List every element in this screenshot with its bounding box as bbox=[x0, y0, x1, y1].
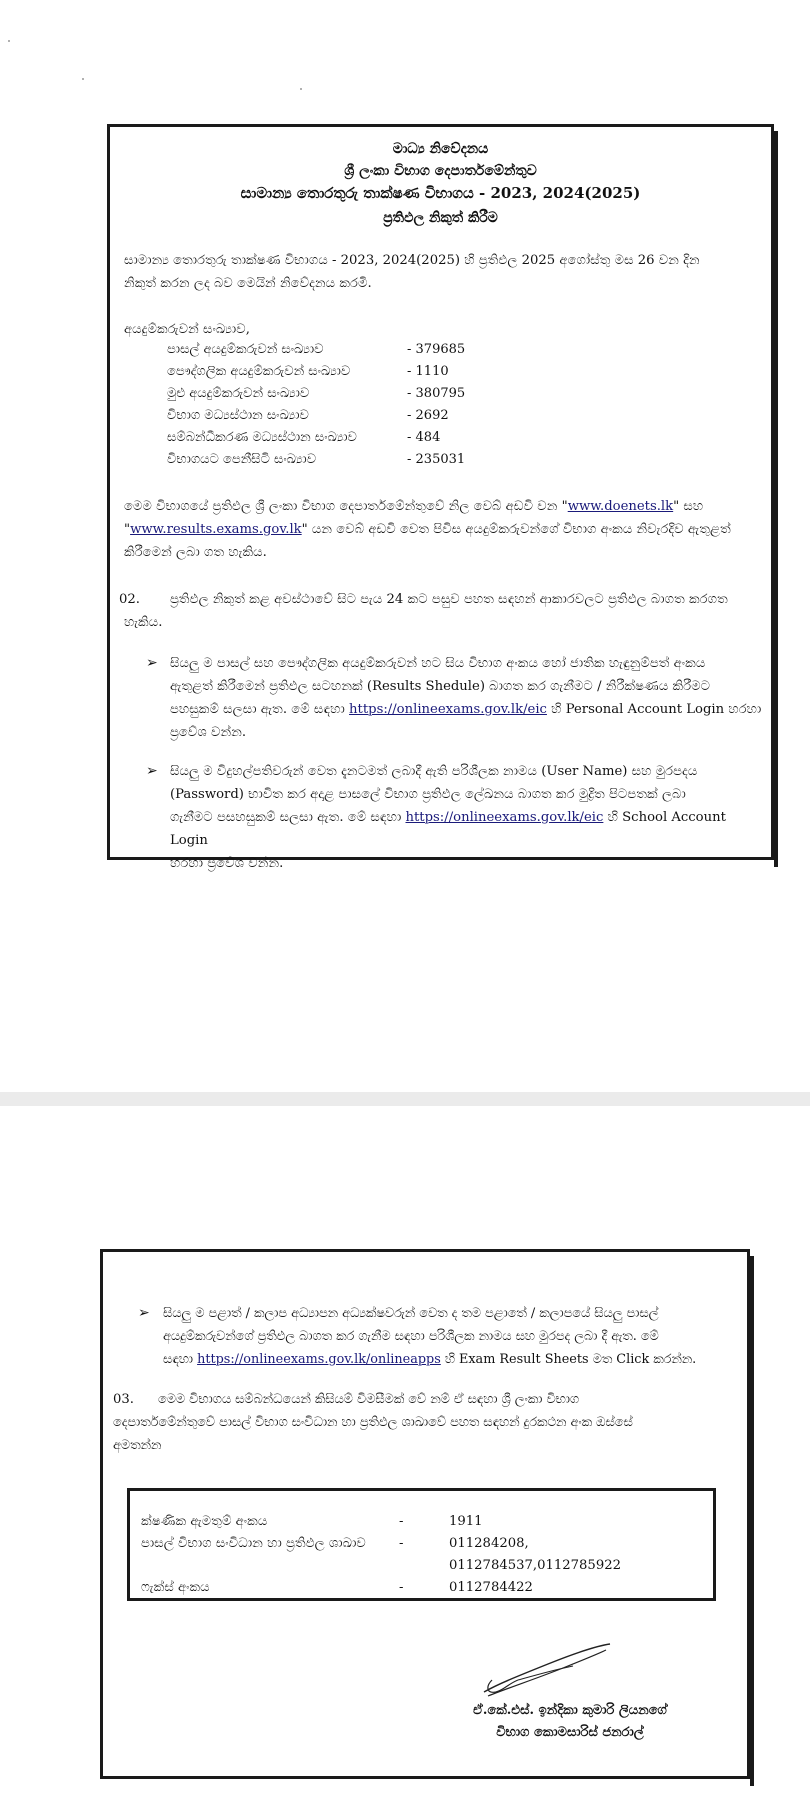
scan-speck bbox=[82, 78, 84, 80]
stats-row: පාසල් අයදුම්කරුවන් සංඛ්‍යාව - 379685 bbox=[167, 342, 466, 357]
page-separator bbox=[0, 1092, 810, 1106]
arrow-bullet-icon: ➢ bbox=[146, 763, 158, 779]
section-03-text: මෙම විභාගය සම්බන්ධයෙන් කිසියම් විමසීමක් වේ නම් ඒ සඳහා ශ්‍රී ලංකා විභාග bbox=[158, 1392, 580, 1407]
section-03-text-cont: දෙපාර්තමේන්තුවේ පාසල් විභාග සංවිධාන හා ප්‍රතිඵල ශාඛාවේ පහත සඳහන් දුරකථන අංක ඔස්සේ අමතන්න bbox=[113, 1415, 633, 1453]
candidates-heading: අයදුම්කරුවන් සංඛ්‍යාව, bbox=[124, 322, 250, 337]
intro-line: සාමාන්‍ය තොරතුරු තාක්ෂණ විභාගය - 2023, 2024(2025) හි ප්‍රතිඵල 2025 අගෝස්තු මස 26 වන දින bbox=[124, 253, 700, 268]
intro-paragraph bbox=[124, 249, 754, 295]
arrow-bullet-icon: ➢ bbox=[138, 1305, 150, 1321]
header-media-release: මාධ්‍ය නිවේදනය bbox=[392, 141, 489, 157]
contact-row: ෆැක්ස් අංකය - 0112784422 bbox=[141, 1580, 533, 1595]
header-results-release: ප්‍රතිඵල නිකුත් කිරීම bbox=[383, 210, 498, 226]
signatory-block bbox=[440, 1700, 700, 1744]
contact-row: පාසල් විභාග සංවිධාන හා ප්‍රතිඵල ශාඛාව - 011284208, 0112784537,0112785922 bbox=[141, 1536, 621, 1573]
header-exam-name: සාමාන්‍ය තොරතුරු තාක්ෂණ විභාගය - 2023, 2024(2025) bbox=[240, 184, 641, 202]
arrow-bullet-icon: ➢ bbox=[146, 655, 158, 671]
notice-frame bbox=[107, 124, 774, 860]
bullet-zonal-directors: සියලු ම පළාත් / කලාප අධ්‍යාපන අධ්‍යක්ෂවරුන් වෙත ද තම පළාතේ / කලාපයේ සියලු පාසල් අයදුම්කරුවන්ගේ ප්‍රතිඵල බාගත කර ගැනීම සඳහා පරිශීලක නාමය සහ මුරපද ලබා දී ඇත. මේ සඳහා https://onlineexams.gov.lk/onlineapps හි Exam Result Sheets මත Click කරන්න. bbox=[163, 1306, 697, 1367]
scan-speck bbox=[300, 88, 302, 90]
section-02-number: 02. bbox=[119, 592, 140, 607]
candidates-table bbox=[167, 339, 527, 471]
contact-row: ක්ෂණික ඇමතුම් අංකය - 1911 bbox=[141, 1514, 483, 1529]
stats-row: සම්බන්ධීකරණ මධ්‍යස්ථාන සංඛ්‍යාව - 484 bbox=[167, 430, 441, 445]
stats-row: මුළු අයදුම්කරුවන් සංඛ්‍යාව - 380795 bbox=[167, 386, 466, 401]
websites-paragraph: මෙම විභාගයේ ප්‍රතිඵල ශ්‍රී ලංකා විභාග දෙපාර්තමේන්තුවේ නිල වෙබ් අඩවි වන "www.doenets.lk" සහ "www.results.exams.gov.lk" යන වෙබ් අඩවි වෙත පිවිස අයදුම්කරුවන්ගේ විභාග අංකය නිවැරදිව ඇතුළත් කිරීමෙන් ලබා ගත හැකිය. bbox=[124, 499, 731, 560]
contact-numbers-box bbox=[127, 1488, 716, 1601]
stats-row: විභාගයට පෙනීසිටි සංඛ්‍යාව - 235031 bbox=[167, 452, 466, 467]
notice-header bbox=[110, 138, 771, 229]
signatory-title: විභාග කොමසාරිස් ජනරාල් bbox=[496, 1725, 644, 1740]
section-02-text: ප්‍රතිඵල නිකුත් කළ අවස්ථාවේ සිට පැය 24 කට පසුව පහත සඳහන් ආකාරවලට ප්‍රතිඵල බාගත කරගත bbox=[170, 592, 728, 607]
signature-mark bbox=[478, 1640, 618, 1700]
doenets-link[interactable]: www.doenets.lk bbox=[567, 499, 674, 514]
signatory-name: ඒ.කේ.එස්. ඉන්දිකා කුමාරි ලියනගේ bbox=[473, 1703, 667, 1718]
stats-row: විභාග මධ්‍යස්ථාන සංඛ්‍යාව - 2692 bbox=[167, 408, 449, 423]
stats-row: පෞද්ගලික අයදුම්කරුවන් සංඛ්‍යාව - 1110 bbox=[167, 364, 449, 379]
section-03-number: 03. bbox=[113, 1392, 134, 1407]
intro-line: නිකුත් කරන ලද බව මෙයින් නිවේදනය කරමි. bbox=[124, 276, 372, 291]
scan-speck bbox=[8, 40, 10, 42]
results-exams-link[interactable]: www.results.exams.gov.lk bbox=[130, 522, 302, 537]
bullet-personal-login: සියලු ම පාසල් සහ පෞද්ගලික අයදුම්කරුවන් හට සිය විභාග අංකය හෝ ජාතික හැඳුනුම්පත් අංකය ඇතුළත් කිරීමෙන් ප්‍රතිඵල සටහනක් (Results Shedule) බාගත කර ගැනීමට / නිරීක්ෂණය කිරීමට පහසුකම් සලසා ඇත. මේ සඳහා https://onlineexams.gov.lk/eic හි Personal Account Login හරහා ප්‍රවේශ වන්න. bbox=[170, 656, 762, 740]
header-department: ශ්‍රී ලංකා විභාග දෙපාර්තමේන්තුව bbox=[344, 163, 537, 179]
onlineapps-link[interactable]: https://onlineexams.gov.lk/onlineapps bbox=[197, 1352, 441, 1367]
bullet-school-login: සියලු ම විදුහල්පතිවරුන් වෙත දැනටමත් ලබාදී ඇති පරිශීලක නාමය (User Name) සහ මුරපදය (Password) භාවිත කර අදාළ පාසලේ විභාග ප්‍රතිඵල ලේඛනය බාගත කර මුද්‍රිත පිටපතක් ලබා ගැනීමට පසහසුකම් සලසා ඇත. මේ සඳහා https://onlineexams.gov.lk/eic හි School Account Login හරහා ප්‍රවේශ වන්න. bbox=[170, 764, 726, 871]
eic-link[interactable]: https://onlineexams.gov.lk/eic bbox=[349, 702, 547, 717]
section-02-text-cont: හැකිය. bbox=[124, 615, 163, 630]
eic-school-link[interactable]: https://onlineexams.gov.lk/eic bbox=[405, 810, 604, 825]
